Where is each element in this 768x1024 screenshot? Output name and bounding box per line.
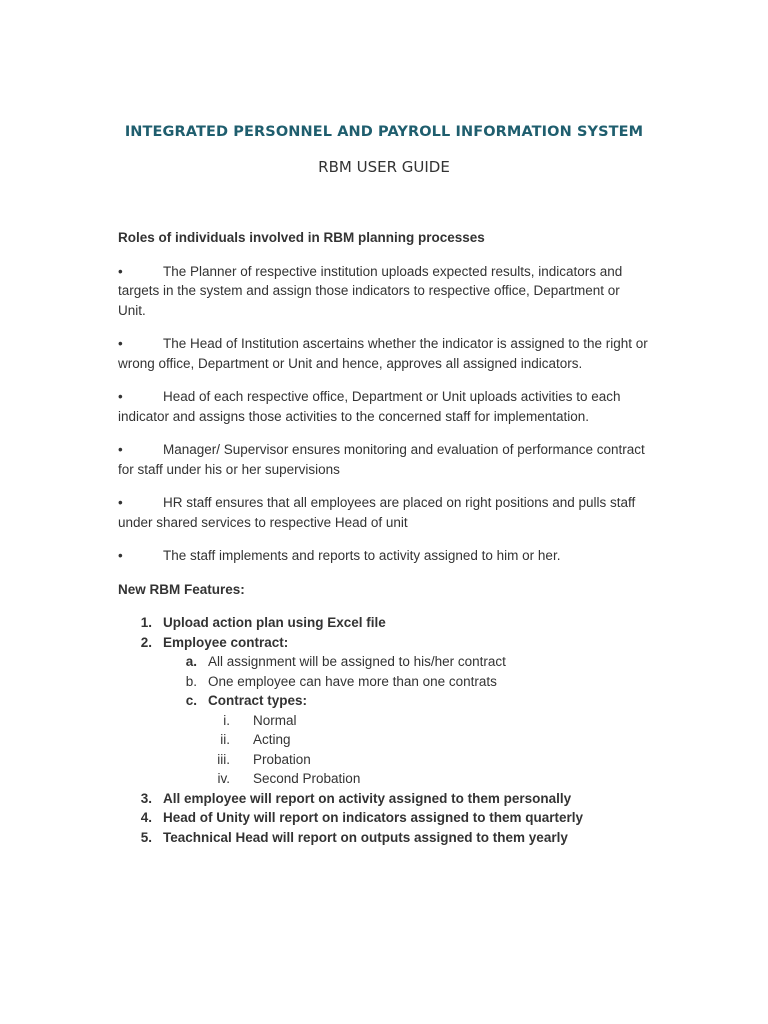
subitem-text: Contract types:: [208, 693, 308, 708]
list-letter: b.: [185, 673, 197, 689]
role-paragraph: [118, 546, 648, 566]
role-paragraph: [118, 493, 648, 532]
list-number: 4.: [140, 810, 152, 825]
feature-item: [118, 828, 648, 848]
list-roman: ii.: [220, 732, 230, 747]
contract-subitem: [118, 652, 648, 672]
document-body: [118, 228, 648, 847]
feature-text: Teachnical Head will report on outputs assigned to them yearly: [163, 829, 568, 845]
list-roman: iii.: [217, 751, 230, 767]
role-paragraph: [118, 440, 648, 479]
bullet-mark: •: [118, 336, 123, 351]
contract-type-text: Normal: [253, 712, 297, 728]
bullet-mark: •: [118, 263, 123, 279]
feature-item: [118, 808, 648, 828]
role-text: Head of each respective office, Department or Unit uploads activities to each indicator and assigns those activities to the concerned staff for implementation.: [118, 389, 621, 424]
contract-type-text: Probation: [253, 751, 311, 767]
role-text: The staff implements and reports to activity assigned to him or her.: [163, 548, 561, 563]
feature-text: Upload action plan using Excel file: [163, 615, 386, 630]
document-title: INTEGRATED PERSONNEL AND PAYROLL INFORMATION SYSTEM: [124, 124, 644, 140]
features-heading: New RBM Features:: [118, 581, 245, 597]
bullet-mark: •: [118, 495, 123, 510]
contract-type-item: [118, 711, 648, 731]
roles-heading: Roles of individuals involved in RBM planning processes: [118, 230, 485, 245]
feature-text: All employee will report on activity assigned to them personally: [163, 790, 572, 806]
list-number: 1.: [140, 615, 152, 630]
feature-text: Employee contract:: [163, 634, 289, 650]
role-paragraph: [118, 387, 648, 426]
bullet-mark: •: [118, 548, 123, 563]
list-letter: c.: [185, 693, 197, 708]
bullet-mark: •: [118, 442, 123, 457]
contract-type-item: [118, 750, 648, 770]
role-text: The Planner of respective institution uploads expected results, indicators and targets in the system and assign those indicators to respective office, Department or Unit.: [118, 263, 623, 318]
list-letter: a.: [185, 654, 197, 669]
role-paragraph: [118, 334, 648, 373]
feature-item: [118, 613, 648, 633]
contract-type-item: [118, 769, 648, 789]
feature-item: [118, 633, 648, 653]
subitem-text: One employee can have more than one contrats: [208, 673, 497, 689]
role-text: The Head of Institution ascertains whether the indicator is assigned to the right or wrong office, Department or Unit and hence, approves all assigned indicators.: [118, 336, 648, 371]
subitem-text: All assignment will be assigned to his/her contract: [208, 654, 506, 669]
contract-type-text: Second Probation: [253, 771, 361, 786]
bullet-mark: •: [118, 389, 123, 404]
contract-type-item: [118, 730, 648, 750]
contract-type-text: Acting: [253, 732, 291, 747]
list-number: 5.: [140, 829, 152, 845]
contract-subitem: [118, 672, 648, 692]
role-paragraph: [118, 262, 648, 321]
list-roman: iv.: [217, 771, 230, 786]
feature-item: [118, 789, 648, 809]
list-number: 2.: [140, 634, 152, 650]
document-subtitle: RBM USER GUIDE: [318, 158, 450, 176]
feature-text: Head of Unity will report on indicators assigned to them quarterly: [163, 810, 584, 825]
list-roman: i.: [223, 712, 230, 728]
role-text: Manager/ Supervisor ensures monitoring and evaluation of performance contract for staff under his or her supervisions: [118, 442, 645, 477]
list-number: 3.: [140, 790, 152, 806]
role-text: HR staff ensures that all employees are placed on right positions and pulls staff under shared services to respective Head of unit: [118, 495, 636, 530]
contract-subitem: [118, 691, 648, 711]
